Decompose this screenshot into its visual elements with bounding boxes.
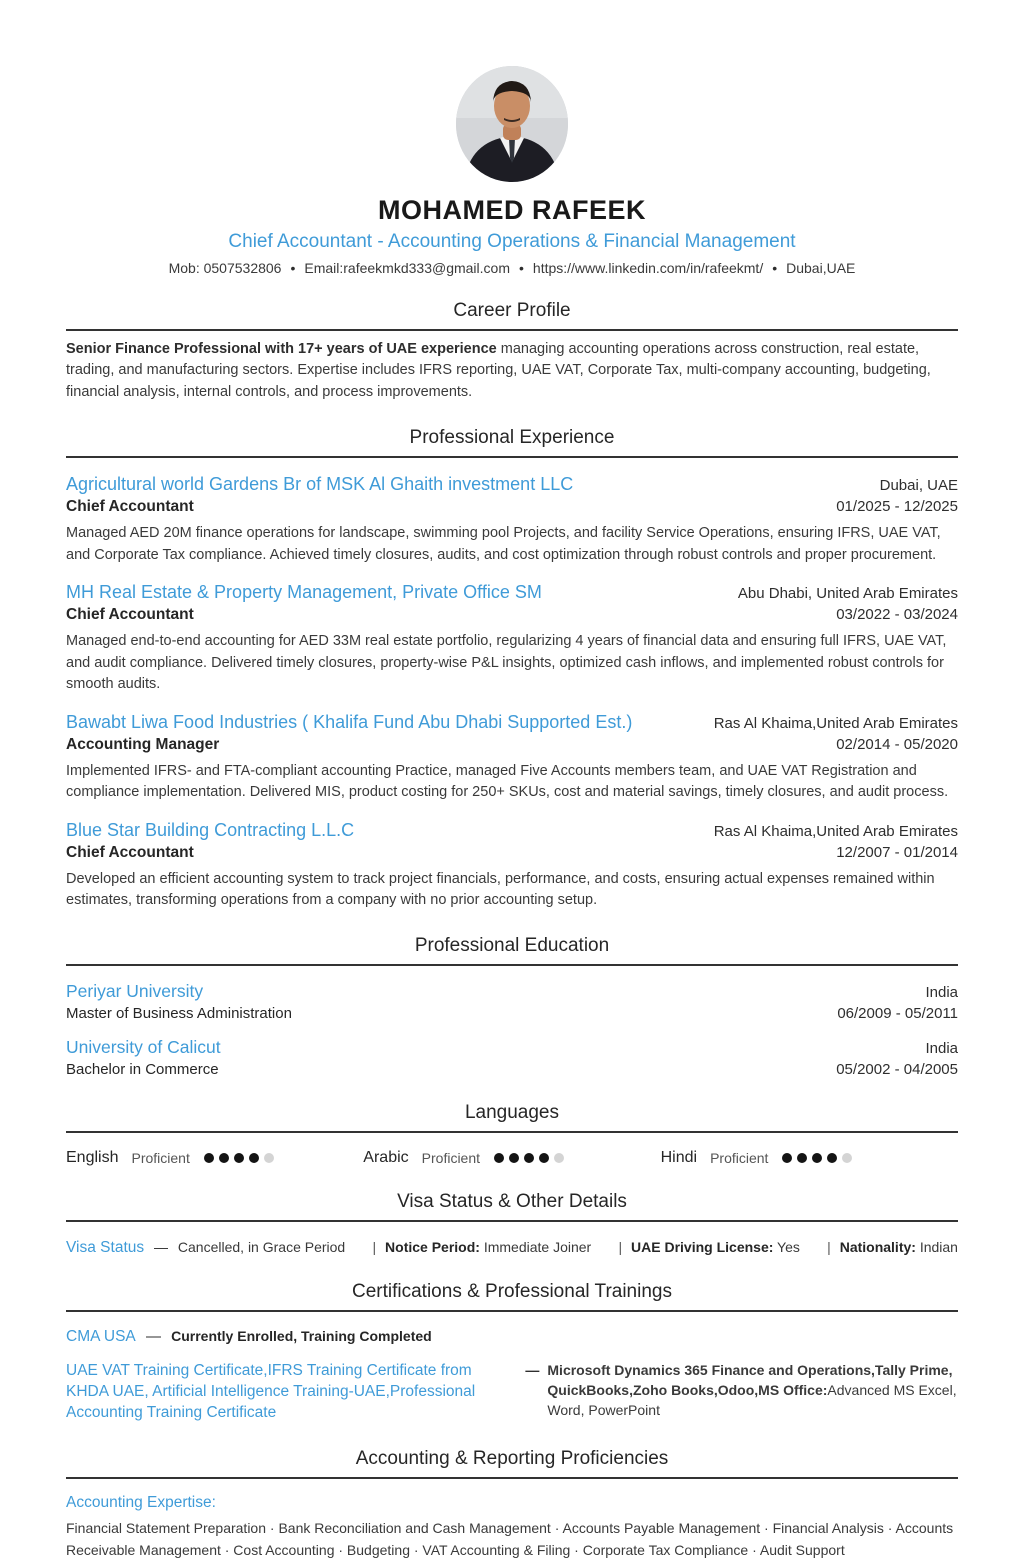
section-heading-education: Professional Education bbox=[414, 935, 610, 957]
notice-period-label: Notice Period: bbox=[385, 1239, 480, 1256]
experience-entry bbox=[66, 712, 958, 804]
bullet-separator-icon: • bbox=[290, 260, 296, 276]
driving-license-item bbox=[619, 1239, 800, 1255]
language-level-dots bbox=[494, 1153, 564, 1163]
company-name: Agricultural world Gardens Br of MSK Al Ghaith investment LLC bbox=[66, 474, 574, 495]
section-heading-languages: Languages bbox=[464, 1102, 560, 1124]
language-level-label: Proficient bbox=[710, 1150, 769, 1167]
language-name: Hindi bbox=[660, 1149, 698, 1167]
education-dates: 06/2009 - 05/2011 bbox=[837, 1005, 958, 1023]
level-dot-filled-icon bbox=[782, 1153, 792, 1163]
section-heading-career-profile: Career Profile bbox=[453, 300, 571, 321]
degree-name: Master of Business Administration bbox=[66, 1005, 292, 1023]
school-location: India bbox=[925, 984, 958, 1002]
contact-email[interactable]: Email:rafeekmkd333@gmail.com bbox=[304, 260, 510, 276]
company-location: Dubai, UAE bbox=[879, 477, 958, 495]
level-dot-filled-icon bbox=[524, 1153, 534, 1163]
career-profile-text bbox=[66, 339, 958, 403]
school-name: Periyar University bbox=[66, 981, 204, 1002]
language-name: Arabic bbox=[363, 1149, 409, 1167]
education-dates: 05/2002 - 04/2005 bbox=[836, 1061, 958, 1079]
visa-status-label: Visa Status bbox=[66, 1239, 145, 1257]
job-role: Chief Accountant bbox=[66, 498, 194, 516]
job-dates: 01/2025 - 12/2025 bbox=[836, 498, 958, 516]
career-profile-body: managing accounting operations across construction, real estate, trading, and manufacturing sectors. Expertise includes IFRS reporting, UAE VAT, Corporate Tax, multi-company accounting, budgeting, financial analysis, internal controls, and process improvements. bbox=[66, 341, 931, 400]
candidate-title: Chief Accountant - Accounting Operations & Financial Management bbox=[228, 231, 796, 252]
level-dot-empty-icon bbox=[264, 1153, 274, 1163]
dash-separator: — bbox=[145, 1328, 161, 1346]
languages-row bbox=[66, 1149, 958, 1167]
company-location: Abu Dhabi, United Arab Emirates bbox=[737, 585, 958, 603]
school-location: India bbox=[925, 1040, 958, 1058]
level-dot-empty-icon bbox=[554, 1153, 564, 1163]
cma-status: Currently Enrolled, Training Completed bbox=[171, 1328, 432, 1345]
section-divider bbox=[66, 1131, 958, 1133]
experience-entry bbox=[66, 820, 958, 912]
company-name: Bawabt Liwa Food Industries ( Khalifa Fund Abu Dhabi Supported Est.) bbox=[66, 711, 633, 732]
skills-list: Financial Statement Preparation · Bank Reconciliation and Cash Management · Accounts Payable Management · Financial Analysis · Accounts Receivable Management · Cost Accounting · Budgeting · VAT Accounting & Filing · Corporate Tax Compliance · Audit Support bbox=[66, 1520, 954, 1558]
level-dot-filled-icon bbox=[204, 1153, 214, 1163]
contact-mobile: Mob: 0507532806 bbox=[168, 260, 282, 276]
career-profile-lead: Senior Finance Professional with 17+ years of UAE experience bbox=[66, 341, 497, 357]
language-item bbox=[363, 1149, 660, 1167]
job-role: Chief Accountant bbox=[66, 843, 194, 861]
section-heading-certifications: Certifications & Professional Trainings bbox=[352, 1281, 672, 1303]
nationality-label: Nationality: bbox=[839, 1239, 916, 1256]
software-skills-bold: Microsoft Dynamics 365 Finance and Operations,Tally Prime, QuickBooks,Zoho Books,Odoo,MS Office: bbox=[547, 1362, 953, 1399]
accounting-expertise-label: Accounting Expertise: bbox=[66, 1494, 216, 1512]
job-role: Chief Accountant bbox=[66, 606, 194, 624]
language-level-label: Proficient bbox=[131, 1150, 190, 1167]
school-name: University of Calicut bbox=[66, 1037, 221, 1058]
visa-status-item bbox=[66, 1239, 345, 1257]
dash-separator: — bbox=[525, 1362, 540, 1379]
company-name: Blue Star Building Contracting L.L.C bbox=[66, 819, 355, 840]
training-certificates: UAE VAT Training Certificate,IFRS Training Certificate from KHDA UAE, Artificial Intelligence Training-UAE,Professional Accounting Training Certificate bbox=[66, 1362, 476, 1422]
section-heading-visa-details: Visa Status & Other Details bbox=[397, 1191, 627, 1213]
portrait-illustration bbox=[456, 66, 568, 182]
section-heading-proficiencies: Accounting & Reporting Proficiencies bbox=[355, 1448, 669, 1470]
level-dot-filled-icon bbox=[797, 1153, 807, 1163]
software-skills-regular: Advanced MS Excel, Word, PowerPoint bbox=[547, 1382, 957, 1418]
job-description: Implemented IFRS- and FTA-compliant accounting Practice, managed Five Accounts members team, and UAE VAT Registration and compliance implementation. Delivered MIS, product costing for 250+ SKUs, cost and material savings, timely closures, and audit process. bbox=[66, 762, 949, 801]
level-dot-filled-icon bbox=[494, 1153, 504, 1163]
language-level-label: Proficient bbox=[421, 1150, 481, 1167]
profile-photo bbox=[456, 66, 568, 182]
cma-certification bbox=[66, 1328, 958, 1346]
nationality-value: Indian bbox=[919, 1239, 958, 1256]
section-divider bbox=[66, 456, 958, 458]
level-dot-filled-icon bbox=[219, 1153, 229, 1163]
cma-name: CMA USA bbox=[66, 1328, 136, 1346]
photo-container bbox=[66, 0, 958, 182]
visa-status-value: Cancelled, in Grace Period bbox=[177, 1239, 346, 1256]
level-dot-filled-icon bbox=[249, 1153, 259, 1163]
level-dot-empty-icon bbox=[842, 1153, 852, 1163]
company-location: Ras Al Khaima,United Arab Emirates bbox=[713, 714, 958, 732]
notice-period-item bbox=[373, 1239, 592, 1255]
education-entry bbox=[66, 981, 958, 1022]
section-divider bbox=[66, 1477, 958, 1479]
candidate-name: MOHAMED RAFEEK bbox=[378, 195, 646, 225]
job-description: Developed an efficient accounting system to track project financials, performance, and costs, ensuring actual expenses remained within estimates, transforming operations from a company with no prior accounting setup. bbox=[66, 870, 935, 908]
job-role: Accounting Manager bbox=[66, 735, 220, 753]
pipe-separator: | bbox=[827, 1239, 831, 1256]
section-divider bbox=[66, 1310, 958, 1312]
software-skills-text bbox=[547, 1361, 958, 1424]
company-name: MH Real Estate & Property Management, Private Office SM bbox=[66, 582, 542, 603]
contact-linkedin-link[interactable]: https://www.linkedin.com/in/rafeekmt/ bbox=[532, 260, 764, 276]
level-dot-filled-icon bbox=[827, 1153, 837, 1163]
education-entry bbox=[66, 1037, 958, 1078]
bullet-separator-icon: • bbox=[519, 260, 524, 276]
job-dates: 12/2007 - 01/2014 bbox=[836, 843, 958, 861]
driving-license-label: UAE Driving License: bbox=[631, 1239, 774, 1256]
nationality-item bbox=[827, 1239, 958, 1255]
contact-line bbox=[66, 260, 958, 276]
language-item bbox=[661, 1149, 958, 1167]
section-divider bbox=[66, 1220, 958, 1222]
language-name: English bbox=[66, 1149, 119, 1167]
level-dot-filled-icon bbox=[812, 1153, 822, 1163]
certifications-columns bbox=[66, 1361, 958, 1424]
job-dates: 03/2022 - 03/2024 bbox=[836, 606, 958, 624]
company-location: Ras Al Khaima,United Arab Emirates bbox=[713, 822, 958, 840]
pipe-separator: | bbox=[618, 1239, 623, 1256]
experience-entry bbox=[66, 474, 958, 566]
language-item bbox=[66, 1149, 363, 1167]
driving-license-value: Yes bbox=[777, 1239, 800, 1256]
bullet-separator-icon: • bbox=[772, 260, 778, 276]
software-skills bbox=[525, 1361, 958, 1424]
notice-period-value: Immediate Joiner bbox=[483, 1239, 592, 1256]
degree-name: Bachelor in Commerce bbox=[66, 1061, 219, 1079]
visa-details-row bbox=[66, 1239, 958, 1257]
level-dot-filled-icon bbox=[509, 1153, 519, 1163]
job-description: Managed AED 20M finance operations for landscape, swimming pool Projects, and facility Service Operations, ensuring IFRS, UAE VAT, and Corporate Tax compliance. Achieved timely closures, audits, and cost optimization through robust controls and proper procurement. bbox=[66, 525, 941, 563]
experience-entry bbox=[66, 582, 958, 695]
level-dot-filled-icon bbox=[234, 1153, 244, 1163]
contact-location: Dubai,UAE bbox=[786, 260, 856, 276]
job-description: Managed end-to-end accounting for AED 33M real estate portfolio, regularizing 4 years of financial data and ensuring full IFRS, UAE VAT, and audit compliance. Delivered timely closures, property-wise P&L insights, optimized cash inflows, and implemented robust controls for smooth audits. bbox=[66, 633, 947, 693]
job-dates: 02/2014 - 05/2020 bbox=[836, 735, 958, 753]
section-heading-experience: Professional Experience bbox=[409, 427, 615, 449]
language-level-dots bbox=[782, 1153, 852, 1163]
language-level-dots bbox=[204, 1153, 274, 1163]
level-dot-filled-icon bbox=[539, 1153, 549, 1163]
pipe-separator: | bbox=[372, 1239, 377, 1256]
section-divider bbox=[66, 964, 958, 966]
dash-separator: — bbox=[154, 1239, 169, 1256]
section-divider bbox=[66, 329, 958, 331]
